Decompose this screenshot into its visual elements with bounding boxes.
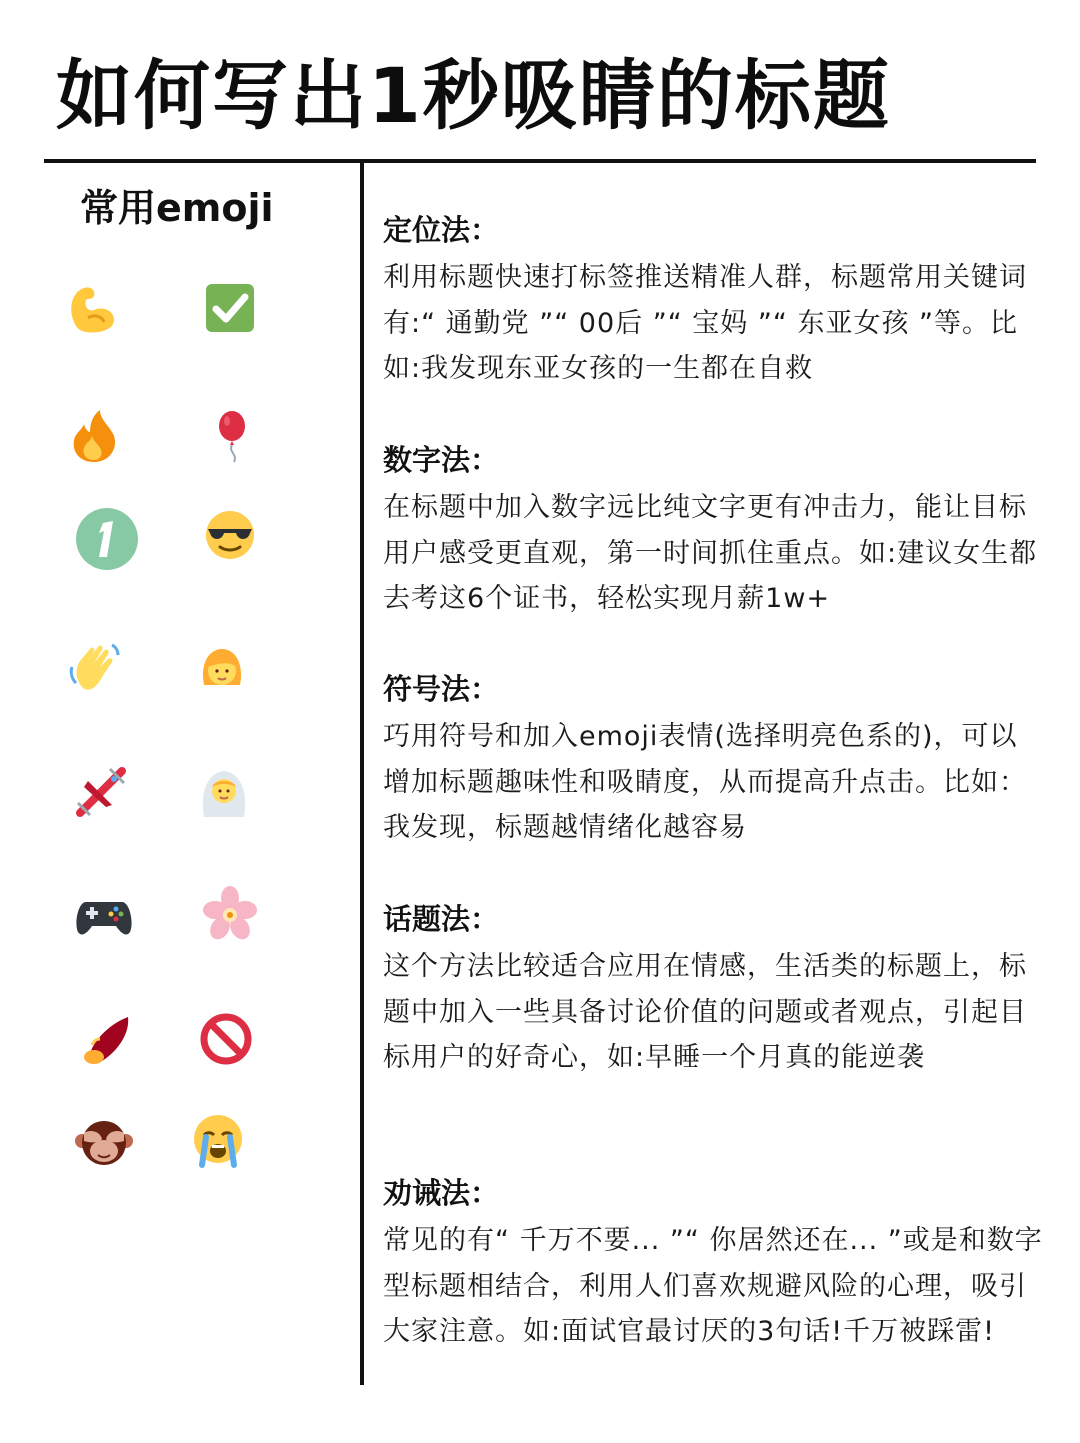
woman-icon	[190, 637, 254, 701]
section-admonition	[383, 1168, 1043, 1355]
page-title: 如何写出1秒吸睛的标题	[56, 51, 891, 140]
section-numbers	[383, 435, 1043, 622]
section-body: 在标题中加入数字远比纯文字更有冲击力，能让目标用户感受更直观，第一时间抓住重点。如:建议女生都去考这6个证书，轻松实现月薪1w+	[383, 492, 1038, 614]
loudly-crying-face-icon	[186, 1109, 250, 1173]
section-body: 巧用符号和加入emoji表情(选择明亮色系的)，可以增加标题趣味性和吸睛度，从而提高升点击。比如：我发现，标题越情绪化越容易	[383, 721, 1027, 843]
section-body: 这个方法比较适合应用在情感，生活类的标题上，标题中加入一些具备讨论价值的问题或者观点，引起目标用户的好奇心，如:早睡一个月真的能逆袭	[383, 951, 1027, 1073]
section-heading: 符号法：	[383, 672, 500, 706]
prohibited-icon	[194, 1007, 258, 1071]
section-heading: 劝诫法：	[383, 1176, 500, 1210]
video-game-controller-icon	[72, 884, 136, 948]
bride-with-veil-icon	[192, 759, 256, 823]
check-mark-button-icon	[198, 276, 262, 340]
flexed-biceps-icon	[58, 278, 122, 342]
see-no-evil-monkey-icon	[72, 1111, 136, 1175]
section-topics	[383, 894, 1043, 1081]
balloon-icon	[200, 402, 264, 466]
sunglasses-face-icon	[198, 503, 262, 567]
section-heading: 话题法：	[383, 902, 500, 936]
section-heading: 定位法：	[383, 213, 500, 247]
section-body: 常见的有“ 千万不要... ”“ 你居然还在... ”或是和数字型标题相结合，利用人们喜欢规避风险的心理，吸引大家注意。如:面试官最讨厌的3句话!千万被踩雷!	[383, 1225, 1043, 1347]
column-divider	[360, 163, 364, 1385]
emoji-grid	[0, 0, 360, 1443]
waving-hand-icon	[62, 637, 126, 701]
roasted-sweet-potato-icon	[74, 1009, 138, 1073]
section-positioning	[383, 205, 1043, 392]
section-symbols	[383, 664, 1043, 851]
cherry-blossom-icon	[198, 882, 262, 946]
section-body: 利用标题快速打标签推送精准人群，标题常用关键词有:“ 通勤党 ”“ 00后 ”“ 宝妈 ”“ 东亚女孩 ”等。比如:我发现东亚女孩的一生都在自救	[383, 262, 1027, 384]
keycap-one-icon	[75, 507, 139, 571]
emoji-panel-heading: 常用emoji	[80, 186, 274, 230]
section-heading: 数字法：	[383, 443, 500, 477]
airplane-icon	[70, 759, 134, 823]
fire-icon	[62, 404, 126, 468]
